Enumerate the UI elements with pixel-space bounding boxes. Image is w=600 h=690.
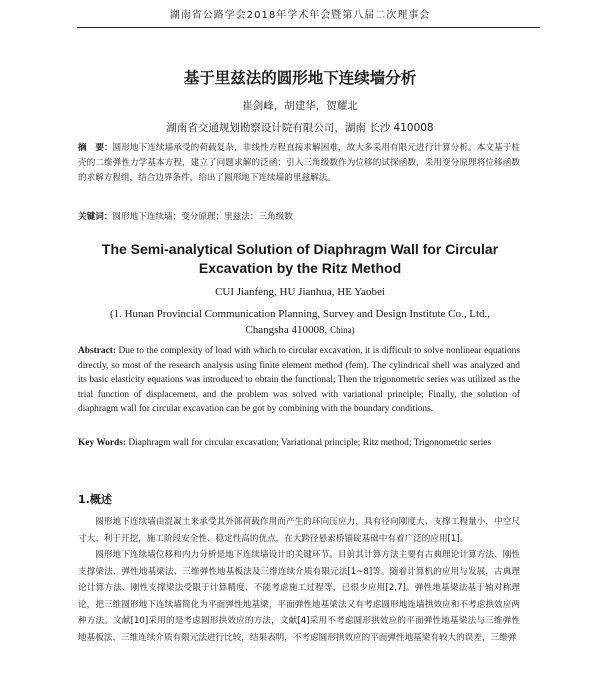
chinese-authors: 崔剑峰，胡建华，贺耀北 <box>242 100 358 112</box>
english-abstract-text: Due to the complexity of load with which to circular excavation, it is difficult to solve nonlinear equations directly, so most of the research analysis using finite element method (fem). The cylindrical shell was analyzed and its basic elasticity equations was introduced to obtain the functional; Then the trigonometric series was utilized as the trial function of displacement, and the problem was solved with variational principle; Finally, the solution of diaphragm wall for circular excavation can be got by combining with the boundary conditions. <box>78 346 521 415</box>
body-paragraph: 圆形地下连续墙位移和内力分析是地下连续墙设计的关键环节。目前其计算方法主要有古典理论计算方法、刚性支撑梁法、弹性地基梁法、三维弹性地基板法及三维连续介质有限元法[1~8]等。随着计算机的应用与发展，古典理论计算方法、刚性支撑梁法受限于计算精度、不能考虑施工过程等，已很少应用[2,7]。弹性地基梁法基于轴对称理论，把三维圆形地下连续墙简化为平面弹性地基梁，平面弹性地基梁法又有考虑圆形地连墙拱效应和不考虑拱效应两种方法。文献[10]采用的是考虑圆形拱效应的方法，文献[4]采用不考虑圆形拱效应的平面弹性地基梁法与三维弹性地基板法、三维连续介质有限元法进行比较，结果表明，不考虑圆形拱效应的平面弹性地基梁有较大的误差，三维弹 <box>78 550 520 643</box>
chinese-title: 基于里兹法的圆形地下连续墙分析 <box>183 69 417 87</box>
english-abstract <box>78 344 520 417</box>
section-body <box>78 514 520 646</box>
english-title-line1: The Semi-analytical Solution of Diaphragm Wall for Circular <box>101 241 499 257</box>
chinese-keywords-label: 关键词： <box>78 212 113 222</box>
running-header: 湖南省公路学会2018年学术年会暨第八届二次理事会 <box>169 10 431 21</box>
chinese-keywords-text: 圆形地下连续墙；变分原理；里兹法；三角级数 <box>112 212 293 222</box>
header-rule <box>77 27 540 28</box>
chinese-abstract-label: 摘 要： <box>78 143 113 153</box>
english-title-line2: Excavation by the Ritz Method <box>198 260 402 276</box>
chinese-keywords <box>78 210 520 222</box>
english-keywords-text: Diaphragm wall for circular excavation; Variational principle; Ritz method; Trigonometric series <box>128 438 492 448</box>
english-affiliation-country: China) <box>330 325 355 335</box>
chinese-abstract-text: 圆形地下连续墙承受的荷载复杂，非线性方程直接求解困难，故大多采用有限元进行计算分析。本文基于柱壳的二维弹性力学基本方程，建立了问题求解的泛函；引入三角级数作为位移的试探函数，采用变分原理将位移函数的求解方程组，结合边界条件，给出了圆形地下连续墙的里兹解法。 <box>78 143 520 183</box>
english-affiliation-line2 <box>0 322 600 338</box>
section-heading: 1.概述 <box>78 493 112 506</box>
english-authors: CUI Jianfeng, HU Jianhua, HE Yaobei <box>215 286 385 298</box>
english-affiliation-city: Changsha 410008, <box>245 324 328 336</box>
english-keywords <box>78 436 520 451</box>
chinese-abstract <box>78 141 520 186</box>
body-paragraph: 圆形地下连续墙由混凝土来承受其外部荷载作用而产生的环向压应力，具有径向刚度大、支撑工程量小，中空尺寸大、利于开挖，施工阶段安全性、稳定性高的优点，在大跨径悬索桥锚碇基础中有着广泛的应用[1]。 <box>78 517 520 544</box>
english-affiliation <box>0 306 600 338</box>
english-affiliation-line1: (1. Hunan Provincial Communication Planning, Survey and Design Institute Co., Ltd., <box>109 308 491 320</box>
english-keywords-label: Key Words: <box>78 438 127 448</box>
chinese-affiliation: 湖南省交通规划勘察设计院有限公司，湖南 长沙 410008 <box>166 122 434 134</box>
english-title <box>0 240 600 278</box>
english-abstract-label: Abstract: <box>78 346 117 356</box>
